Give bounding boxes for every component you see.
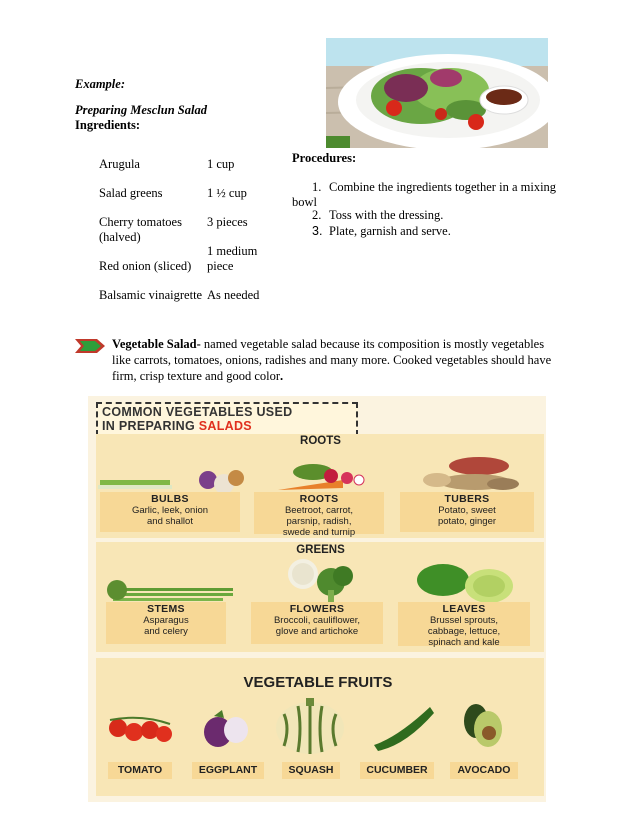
card-desc: cabbage, lettuce, <box>427 626 501 637</box>
procedures-label: Procedures: <box>292 151 357 165</box>
ingredient-name: Red onion (sliced) <box>99 259 192 273</box>
card-desc: parsnip, radish, <box>286 516 352 527</box>
step-text: Toss with the dressing. <box>329 208 444 222</box>
step-text: Plate, garnish and serve. <box>329 224 451 238</box>
card-desc: Beetroot, carrot, <box>284 505 354 516</box>
ingredient-qty: 1 cup <box>207 157 235 171</box>
fruit-label-avocado: AVOCADO <box>450 762 518 779</box>
eggplant-illustration <box>196 706 256 750</box>
vegetable-salad-text: named vegetable salad because its composition is mostly vegetables <box>200 337 545 351</box>
poster-title-line2 <box>102 419 252 433</box>
card-desc: potato, ginger <box>437 516 497 527</box>
vegetables-poster <box>88 396 546 802</box>
vegetable-salad-period: . <box>280 369 284 383</box>
ingredient-qty-wrap: piece <box>207 259 234 273</box>
card-heading: TUBERS <box>444 493 490 505</box>
card-heading: LEAVES <box>442 603 486 615</box>
ingredient-name: Balsamic vinaigrette <box>99 288 203 302</box>
vegetable-salad-line <box>112 369 283 384</box>
ingredient-qty: As needed <box>207 288 260 302</box>
cucumber-illustration <box>368 701 438 751</box>
card-heading: FLOWERS <box>289 603 345 615</box>
flowers-illustration <box>273 556 373 604</box>
card-desc: and shallot <box>147 516 193 527</box>
example-label: Example: <box>75 77 125 91</box>
poster-title-salads: SALADS <box>198 419 252 433</box>
category-card-bulbs <box>100 492 240 532</box>
poster-title-line1: COMMON VEGETABLES USED <box>102 405 293 419</box>
fruit-label-eggplant: EGGPLANT <box>192 762 264 779</box>
card-desc: spinach and kale <box>428 637 500 648</box>
category-card-tubers <box>400 492 534 532</box>
card-desc: Brussel sprouts, <box>429 615 499 626</box>
roots-section-title: ROOTS <box>300 435 341 447</box>
vegetable-salad-line <box>112 337 544 352</box>
poster-title-box <box>96 402 358 436</box>
category-card-flowers <box>251 602 383 644</box>
avocado-illustration <box>458 701 508 751</box>
step-number: 1. <box>312 180 322 194</box>
roots-illustration <box>273 458 373 494</box>
ingredient-qty: 1 ½ cup <box>207 186 247 200</box>
ingredient-name: Cherry tomatoes <box>99 215 182 229</box>
category-card-roots <box>254 492 384 538</box>
ingredient-name: Salad greens <box>99 186 163 200</box>
chevron-bullet-icon <box>75 339 105 358</box>
vegetable-salad-term: Vegetable Salad- <box>112 337 201 351</box>
squash-illustration <box>270 696 350 756</box>
recipe-title: Preparing Mesclun Salad <box>75 103 207 117</box>
card-heading: BULBS <box>151 493 189 505</box>
card-desc: swede and turnip <box>282 527 356 538</box>
ingredient-name-wrap: (halved) <box>99 230 141 244</box>
card-desc: Broccoli, cauliflower, <box>273 615 361 626</box>
fruits-section-title: VEGETABLE FRUITS <box>243 674 393 691</box>
fruit-label-cucumber: CUCUMBER <box>360 762 434 779</box>
card-desc: Garlic, leek, onion <box>131 505 209 516</box>
card-desc: glove and artichoke <box>275 626 359 637</box>
step-text: Combine the ingredients together in a mixing <box>329 180 557 194</box>
ingredient-name: Arugula <box>99 157 140 171</box>
ingredient-qty: 1 medium <box>207 244 258 258</box>
category-card-leaves <box>398 602 530 646</box>
vegetable-salad-line: like carrots, tomatoes, onions, radishes and many more. Cooked vegetables should have <box>112 353 552 367</box>
salad-photo <box>326 38 548 148</box>
vegetable-salad-text: firm, crisp texture and good color <box>112 369 281 383</box>
card-desc: and celery <box>144 626 188 637</box>
step-number: 3. <box>312 224 323 238</box>
tomato-illustration <box>106 712 176 748</box>
card-heading: ROOTS <box>299 493 339 505</box>
fruit-label-tomato: TOMATO <box>108 762 172 779</box>
card-desc: Asparagus <box>143 615 189 626</box>
poster-title-line2-text: IN PREPARING <box>102 419 199 433</box>
tubers-illustration <box>413 456 523 494</box>
leaves-illustration <box>413 562 523 604</box>
step-number: 2. <box>312 208 322 222</box>
fruit-label-squash: SQUASH <box>282 762 340 779</box>
ingredients-label: Ingredients: <box>75 118 141 132</box>
ingredient-qty: 3 pieces <box>207 215 248 229</box>
greens-section-title: GREENS <box>296 544 345 556</box>
card-heading: STEMS <box>147 603 185 615</box>
category-card-stems <box>106 602 226 644</box>
card-desc: Potato, sweet <box>438 505 496 516</box>
step-text-wrap: bowl <box>292 195 317 209</box>
